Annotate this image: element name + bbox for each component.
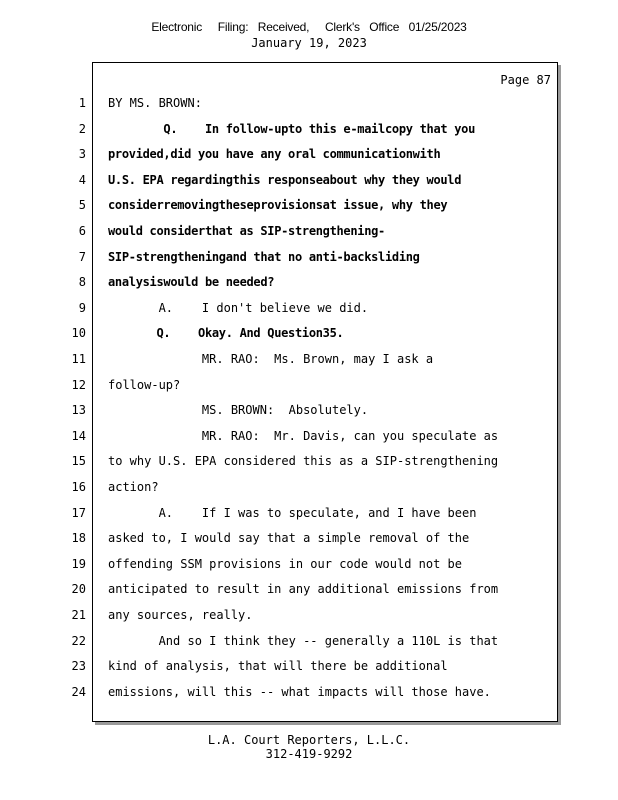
- line-number: 2: [78, 122, 86, 136]
- filing-stamp: Electronic Filing: Received, Clerk's Office 01/25/2023: [151, 20, 467, 34]
- line-number: 21: [71, 608, 86, 622]
- line-number: 13: [71, 403, 86, 417]
- transcript-line: MS. BROWN: Absolutely.: [108, 403, 369, 417]
- line-number: 4: [78, 173, 86, 187]
- transcript-line: asked to, I would say that a simple removal of the: [108, 531, 470, 545]
- transcript-line: considerremovingtheseprovisionsat issue, why they: [108, 198, 448, 212]
- line-number: 20: [71, 582, 86, 596]
- transcript-line: emissions, will this -- what impacts will those have.: [108, 685, 491, 699]
- transcript-line: offending SSM provisions in our code would not be: [108, 557, 463, 571]
- line-number: 10: [71, 326, 86, 340]
- line-number: 17: [71, 506, 86, 520]
- line-number: 12: [71, 378, 86, 392]
- line-number: 18: [71, 531, 86, 545]
- line-number: 16: [71, 480, 86, 494]
- line-number: 23: [71, 659, 86, 673]
- reporter-phone: 312-419-9292: [265, 747, 353, 761]
- transcript-line: And so I think they -- generally a 110L is that: [108, 634, 499, 648]
- line-number: 11: [71, 352, 86, 366]
- line-number: 9: [78, 301, 86, 315]
- line-number: 14: [71, 429, 86, 443]
- transcript-line: kind of analysis, that will there be additional: [108, 659, 448, 673]
- line-number: 8: [78, 275, 86, 289]
- transcript-line: follow-up?: [108, 378, 181, 392]
- line-number: 1: [78, 96, 86, 110]
- transcript-line: analysiswould be needed?: [108, 275, 275, 289]
- line-number: 7: [78, 250, 86, 264]
- page-number: Page 87: [500, 73, 551, 87]
- line-number: 24: [71, 685, 86, 699]
- transcript-line: provided,did you have any oral communicationwith: [108, 147, 441, 161]
- transcript-line: SIP-strengtheningand that no anti-backsliding: [108, 250, 420, 264]
- reporter-company: L.A. Court Reporters, L.L.C.: [207, 733, 411, 747]
- transcript-line: action?: [108, 480, 159, 494]
- line-number: 19: [71, 557, 86, 571]
- line-number: 15: [71, 454, 86, 468]
- line-number: 5: [78, 198, 86, 212]
- transcript-line: anticipated to result in any additional emissions from: [108, 582, 499, 596]
- transcript-line: A. If I was to speculate, and I have been: [108, 506, 477, 520]
- line-number: 6: [78, 224, 86, 238]
- transcript-line: Q. In follow-upto this e-mailcopy that you: [108, 122, 476, 136]
- transcript-line: MR. RAO: Ms. Brown, may I ask a: [108, 352, 434, 366]
- transcript-line: would considerthat as SIP-strengthening-: [108, 224, 385, 238]
- transcript-line: MR. RAO: Mr. Davis, can you speculate as: [108, 429, 499, 443]
- transcript-line: Q. Okay. And Question35.: [108, 326, 344, 340]
- transcript-line: BY MS. BROWN:: [108, 96, 202, 110]
- transcript-line: to why U.S. EPA considered this as a SIP-strengthening: [108, 454, 499, 468]
- transcript-line: A. I don't believe we did.: [108, 301, 369, 315]
- line-number: 22: [71, 634, 86, 648]
- line-number: 3: [78, 147, 86, 161]
- transcript-line: U.S. EPA regardingthis responseabout why they would: [108, 173, 462, 187]
- transcript-line: any sources, really.: [108, 608, 253, 622]
- transcript-date: January 19, 2023: [251, 36, 367, 50]
